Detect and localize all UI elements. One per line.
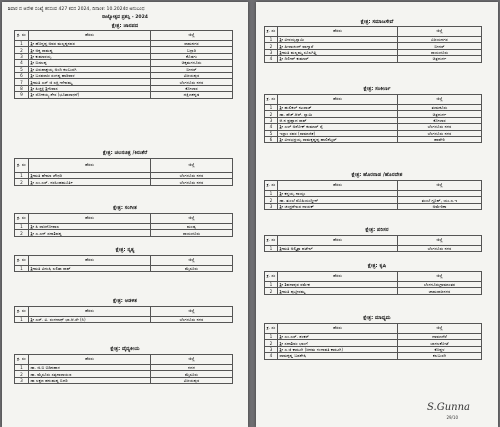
awardee-district: ಗದಗ (151, 365, 233, 371)
awardee-table (14, 255, 233, 272)
awardee-name: ಶ್ರೀ ಎಂ.ಎಸ್. ನರಸಿಂಹಮೂರ್ತಿ (29, 179, 151, 185)
awardee-district: ಕೋಲಾರ (398, 117, 482, 123)
awardee-district: ವಿಜಯನಗರ (398, 37, 482, 43)
column-header-district: ಜಿಲ್ಲೆ (398, 236, 482, 246)
section-title: ಕ್ಷೇತ್ರ: ಚಲನಚಿತ್ರ /ಕಿರುತೆರೆ (102, 150, 148, 156)
column-header-no: ಕ್ರ. ಸಂ (265, 272, 278, 282)
awardee-district: ಕಲಬುರಗಿ (398, 353, 482, 359)
column-header-name: ಹೆಸರು (278, 27, 398, 37)
awardee-district: ಬೆಂಗಳೂರು ನಗರ (398, 130, 482, 136)
section-title: ಕ್ಷೇತ್ರ: ಸಂಕೀರ್ಣ (363, 86, 391, 92)
awardee-name: ಡಾ. ತುಂಬೆ ಮೊಹಿಯುದ್ದೀನ್ (278, 197, 398, 203)
column-header-no: ಕ್ರ. ಸಂ (15, 256, 29, 266)
row-number: 2 (15, 179, 29, 185)
awardee-district: ಚಿತ್ರದುರ್ಗ (398, 56, 482, 62)
section-title: ಕ್ಷೇತ್ರ: ವೈದ್ಯಕೀಯ (110, 346, 140, 352)
row-number: 3 (265, 346, 278, 352)
row-number: 3 (15, 377, 29, 383)
row-number: 4 (265, 353, 278, 359)
awardee-district: ಬೆಂಗಳೂರುಗ್ರಾಮಾಂತರ (398, 282, 482, 288)
column-header-district: ಜಿಲ್ಲೆ (398, 272, 482, 282)
table-header-row (265, 27, 482, 37)
column-header-name: ಹೆಸರು (278, 272, 398, 282)
awardee-name: ಶ್ರೀ ವಿರುಪಾಕ್ಷಯ್ಯ ಅಂದಿ ಕಲಬುರಗಿ (29, 66, 151, 72)
awardee-name: ಶ್ರೀ ಹೀರಾಚಂದ್ ವಾಗ್ಮಾರೆ (278, 43, 398, 49)
row-number: 7 (15, 79, 29, 85)
awardee-name: ಶ್ರೀ ಬಸವರಾಜ ಸಂಗಪ್ಪ ಹಾರಿವಾಳ (29, 72, 151, 78)
awardee-district: ಚಿತ್ರದುರ್ಗ (398, 111, 482, 117)
row-number: 8 (15, 85, 29, 91)
awardee-name: ಡಾ ಲಕ್ಷ್ಮಣ ಹನುಮಪ್ಪ ಬಿದರಿ (29, 377, 151, 383)
document-page-right (256, 2, 498, 427)
awardee-district: ಕೊಪ್ಪಳ (398, 346, 482, 352)
column-header-no: ಕ್ರ. ಸಂ (15, 355, 29, 365)
awardee-district: ಬೆಂಗಳೂರು ನಗರ (398, 246, 482, 252)
row-number: 2 (15, 47, 29, 53)
section-title: ಕ್ಷೇತ್ರ: ಹೊರನಾಡ /ಹೊರದೇಶ (351, 172, 403, 178)
column-header-name: ಹೆಸರು (278, 95, 398, 105)
row-number: 2 (265, 197, 278, 203)
awardee-table (14, 306, 233, 323)
awardee-district: ತುಂಬೆ ಗ್ರೂಪ್, ಯು.ಎ.ಇ (398, 197, 482, 203)
awardee-name: ರಾಮಕೃಷ್ಣ ಬಡಶೇಷಿ (278, 353, 398, 359)
row-number: 9 (15, 92, 29, 98)
row-number: 4 (265, 124, 278, 130)
row-number: 1 (265, 105, 278, 111)
row-number: 1 (15, 173, 29, 179)
awardee-name: ಡಾ. ಹೆಚ್.ಆರ್. ಸ್ವಾಮಿ (278, 111, 398, 117)
awardee-name: ಶ್ರೀ ಪಿ ರಾಜಗೋಪಾಲ (29, 224, 151, 230)
table-row (265, 353, 482, 359)
row-number: 1 (265, 334, 278, 340)
row-number: 5 (15, 66, 29, 72)
awardee-district: ಬೆಂಗಳೂರು ನಗರ (151, 179, 233, 185)
awardee-name: ಶ್ರೀಮತಿ ಮಲ್ಲಮ್ಮ ಸೂಲಗಿತ್ತಿ (278, 49, 398, 55)
row-number: 3 (265, 49, 278, 55)
row-number: 2 (265, 111, 278, 117)
table-row (265, 203, 482, 209)
row-number: 2 (265, 43, 278, 49)
column-header-no: ಕ್ರ. ಸಂ (15, 31, 29, 41)
awardee-name: ಆ.ನ ಪ್ರಹ್ಲಾದ ರಾವ್ (278, 117, 398, 123)
column-header-name: ಹೆಸರು (278, 236, 398, 246)
section-title: ಕ್ಷೇತ್ರ: ಕೃಷಿ (367, 263, 387, 269)
awardee-name: ಶ್ರೀ ಎ.ಜಿ ಕಾರಟಗಿ (ಜನಮ ಗಂಗಾವತಿ ಕಾರಟಗಿ) (278, 346, 398, 352)
awardee-name: ಶ್ರೀ ದಿಲೀಪ್ ಕುಮಾರ್ (278, 56, 398, 62)
awardee-name: ಶ್ರೀ ವೀರಭದ್ರಯ್ಯ ರಾಮಕೃಷ್ಣಪ್ಪ ಹಾಲಿಶೆಟ್ಟರ್ (278, 136, 398, 142)
column-header-name: ಹೆಸರು (29, 159, 151, 173)
table-row (15, 377, 233, 383)
awardee-district: ಚಿಕ್ಕಮಗಳೂರು (151, 60, 233, 66)
signature: S.Gunna (427, 402, 470, 413)
table-header-row (265, 181, 482, 191)
column-header-district: ಜಿಲ್ಲೆ (398, 27, 482, 37)
awardee-name: ಶ್ರೀ ಪಿಚ್ಚಳ್ಳಿ ಶ್ರೀನಿವಾಸ (29, 85, 151, 91)
table-row (15, 92, 233, 98)
awardee-district: ಹಾವೇರಿ (398, 136, 482, 142)
row-number: 1 (15, 41, 29, 47)
section-title: ಕ್ಷೇತ್ರ: ಪರಿಸರ (365, 227, 389, 233)
order-header: ಶಿವಾರ ದ ಆದೇಶ ಸಂಖ್ಯೆ ಕನಸಂವ 427 ಕಸದ 2024, ದಿನಾಂಕ: 10.2024ರ ಅನುಬಂಧ (8, 7, 145, 12)
awardee-name: ಶ್ರೀಮತಿ ಪುಟ್ಟೀರಮ್ಮ (278, 288, 398, 294)
column-header-no: ಕ್ರ. ಸಂ (265, 27, 278, 37)
awardee-name: ಶ್ರೀಮತಿ ವಿದುಷಿ ಲಲಿತಾ ರಾವ್ (29, 266, 151, 272)
column-header-no: ಕ್ರ. ಸಂ (265, 181, 278, 191)
table-header-row (15, 31, 233, 41)
awardee-name: ಶ್ರೀ ಎಂ.ಎಸ್. ಶಂಕರ್ (278, 334, 398, 340)
awardee-district: ದಕ್ಷಿಣಕನ್ನಡ (151, 92, 233, 98)
awardee-name: ಶ್ರೀ ಎಲ್ ಅಶೋಕ್ ಕುಮಾರ್ ರೈ (278, 124, 398, 130)
awardee-table (264, 323, 482, 360)
awardee-table (264, 94, 482, 143)
row-number: 1 (15, 317, 29, 323)
awardee-table (14, 354, 233, 384)
awardee-name: ಶ್ರೀ ಕನ್ನಯ್ಯ ನಾಯ್ಡು (278, 191, 398, 197)
awardee-name: ಶ್ರೀ ಎ.ಎನ್ ಸದಾಶಿವಪ್ಪ (29, 230, 151, 236)
awardee-district: ಮೈಸೂರು (151, 371, 233, 377)
table-header-row (15, 214, 233, 224)
awardee-name: ಶ್ರೀ ಎಸ್. ವಿ. ರಂಗನಾಥ್ ಭಾ.ಆ.ಸೇ (ನಿ) (29, 317, 151, 323)
column-header-no: ಕ್ರ. ಸಂ (15, 159, 29, 173)
awardee-district: ತುಮಕೂರು (398, 105, 482, 111)
awardee-name: ಶ್ರೀ ಶಿವನಾಪುರ ರಮೇಶ (278, 282, 398, 288)
awardee-district: ವಿಜಯಪುರ (151, 377, 233, 383)
row-number: 1 (265, 37, 278, 43)
awardee-name: ಶ್ರೀ ಕುಮಾರಯ್ಯ (29, 53, 151, 59)
awardee-name: ಡಾ. ಜಿ.ಬಿ ಬಿಡಿನಹಾಳ (29, 365, 151, 371)
table-header-row (265, 324, 482, 334)
column-header-district: ಜಿಲ್ಲೆ (151, 31, 233, 41)
row-number: 2 (265, 340, 278, 346)
awardee-name: ಶ್ರೀ ಹುಲಿಕಲ್ ನಟರಾಜ್ (278, 105, 398, 111)
column-header-no: ಕ್ರ. ಸಂ (15, 307, 29, 317)
awardee-district: ಬಳ್ಳಾರಿ (151, 47, 233, 53)
awardee-table (264, 271, 482, 295)
row-number: 6 (15, 72, 29, 78)
section-title: ಕ್ಷೇತ್ರ: ಆಡಳಿತ (113, 298, 137, 304)
signature-date: 29/10 (446, 415, 458, 420)
awardee-district: ಬೀದರ್ (398, 43, 482, 49)
awardee-name: ಶ್ರೀ ಸದಾಶಿವಂ ಭಾಂಗೆ (278, 340, 398, 346)
awardee-district: ರಾಮನಗರ (151, 41, 233, 47)
awardee-district: ಮಂಡ್ಯ (151, 224, 233, 230)
award-title: ರಾಜ್ಯೋತ್ಸವ ಪ್ರಶಸ್ತಿ - 2024 (101, 15, 149, 20)
awardee-name: ಇಸ್ಲಾಂ ರವರ (ಸಾಮಾಜಿಕ) (278, 130, 398, 136)
row-number: 6 (265, 136, 278, 142)
awardee-table (264, 180, 482, 210)
awardee-table (264, 235, 482, 252)
row-number: 1 (265, 282, 278, 288)
column-header-district: ಜಿಲ್ಲೆ (151, 355, 233, 365)
row-number: 1 (15, 224, 29, 230)
row-number: 3 (265, 203, 278, 209)
awardee-table (14, 213, 233, 237)
table-row (15, 179, 233, 185)
column-header-district: ಜಿಲ್ಲೆ (151, 159, 233, 173)
section-title: ಕ್ಷೇತ್ರ: ಸಮಾಜಸೇವೆ (360, 19, 394, 25)
awardee-district: ಮೈಸೂರು (151, 266, 233, 272)
table-row (265, 288, 482, 294)
table-header-row (15, 355, 233, 365)
awardee-name: ಶ್ರೀ ಹೊನ್ನಪ್ಪ ಅವರ ಮಲ್ಲಪ್ಪನವರ (29, 41, 151, 47)
column-header-district: ಜಿಲ್ಲೆ (151, 214, 233, 224)
section-title: ಕ್ಷೇತ್ರ: ಸಂಗೀತ (113, 205, 137, 211)
awardee-district: ದಾವಣಗೆರೆ (398, 334, 482, 340)
table-row (15, 317, 233, 323)
awardee-name: ಶ್ರೀ ಲೋಕಯ್ಯ ಶೇರ (ಭೂತಾರಾಧನೆ) (29, 92, 151, 98)
row-number: 1 (15, 365, 29, 371)
column-header-district: ಜಿಲ್ಲೆ (398, 324, 482, 334)
table-row (265, 136, 482, 142)
column-header-district: ಜಿಲ್ಲೆ (151, 307, 233, 317)
row-number: 1 (265, 246, 278, 252)
column-header-no: ಕ್ರ. ಸಂ (15, 214, 29, 224)
awardee-name: ಶ್ರೀಮತಿ ಅಲ್ಮಿತ್ರಾ ಪಟೇಲ್ (278, 246, 398, 252)
row-number: 3 (15, 53, 29, 59)
table-row (265, 246, 482, 252)
awardee-district: ಕೋಲಾರ (151, 85, 233, 91)
column-header-district: ಜಿಲ್ಲೆ (398, 181, 482, 191)
table-header-row (15, 307, 233, 317)
awardee-district: ಕೊಡಗು (151, 53, 233, 59)
awardee-district: ಅಮೇರಿಕಾ (398, 203, 482, 209)
section-title: ಕ್ಷೇತ್ರ: ನೃತ್ಯ (115, 247, 135, 253)
awardee-district: ಬೀದರ್ (151, 66, 233, 72)
awardee-district: ಬೆಂಗಳೂರು ನಗರ (151, 173, 233, 179)
row-number: 2 (15, 371, 29, 377)
column-header-no: ಕ್ರ. ಸಂ (265, 324, 278, 334)
row-number: 2 (265, 288, 278, 294)
awardee-district: ವಿಜಯಪುರ (151, 72, 233, 78)
awardee-district: ರಾಯಚೂರು (151, 230, 233, 236)
table-row (265, 56, 482, 62)
awardee-district: ಚಾಮರಾಜನಗರ (398, 288, 482, 294)
awardee-district: ಬಾಗಲಕೋಟೆ (398, 340, 482, 346)
document-page-left (2, 2, 248, 427)
column-header-no: ಕ್ರ. ಸಂ (265, 236, 278, 246)
column-header-name: ಹೆಸರು (29, 31, 151, 41)
awardee-name: ಶ್ರೀಮತಿ ಎಸ್ ಜಿ ಲಕ್ಷ್ಮೀದೇವಮ್ಮ (29, 79, 151, 85)
column-header-name: ಹೆಸರು (278, 324, 398, 334)
table-row (15, 266, 233, 272)
column-header-name: ಹೆಸರು (29, 256, 151, 266)
awardee-table (264, 26, 482, 63)
section-title: ಕ್ಷೇತ್ರ: ಜಾನಪದ (111, 23, 139, 29)
awardee-district: ಬೆಂಗಳೂರು ನಗರ (398, 124, 482, 130)
table-header-row (265, 95, 482, 105)
row-number: 3 (265, 117, 278, 123)
row-number: 4 (15, 60, 29, 66)
column-header-no: ಕ್ರ. ಸಂ (265, 95, 278, 105)
table-header-row (265, 272, 482, 282)
table-header-row (265, 236, 482, 246)
row-number: 4 (265, 56, 278, 62)
column-header-district: ಜಿಲ್ಲೆ (151, 256, 233, 266)
awardee-name: ಶ್ರೀ ಬಿಡಲಪ್ಪ (29, 60, 151, 66)
awardee-name: ಶ್ರೀಮತಿ ಹೇಮಾ ಚೌಧರಿ (29, 173, 151, 179)
table-header-row (15, 159, 233, 173)
column-header-name: ಹೆಸರು (278, 181, 398, 191)
column-header-name: ಹೆಸರು (29, 307, 151, 317)
row-number: 1 (265, 191, 278, 197)
awardee-name: ಶ್ರೀ ಅಕ್ಕ ರಾಮಪ್ಪ (29, 47, 151, 53)
row-number: 2 (15, 230, 29, 236)
awardee-table (14, 158, 233, 186)
section-title: ಕ್ಷೇತ್ರ: ಮಾಧ್ಯಮ (363, 315, 391, 321)
awardee-district: ಬೆಂಗಳೂರು ನಗರ (151, 79, 233, 85)
awardee-district: ರಾಯಚೂರು (398, 49, 482, 55)
column-header-district: ಜಿಲ್ಲೆ (398, 95, 482, 105)
column-header-name: ಹೆಸರು (29, 355, 151, 365)
awardee-name: ಶ್ರೀ ವೀರಯ್ಯಸ್ವಾಮಿ (278, 37, 398, 43)
awardee-name: ಶ್ರೀ ಚಂದ್ರಶೇಖರ ನಾಯಕ್ (278, 203, 398, 209)
awardee-district: ಬೆಂಗಳೂರು ನಗರ (151, 317, 233, 323)
awardee-table (14, 30, 233, 99)
table-header-row (15, 256, 233, 266)
table-row (15, 230, 233, 236)
row-number: 1 (15, 266, 29, 272)
row-number: 5 (265, 130, 278, 136)
column-header-name: ಹೆಸರು (29, 214, 151, 224)
awardee-name: ಡಾ. ಮೈಸೂರು ಸತ್ಯನಾರಾಯಣ (29, 371, 151, 377)
